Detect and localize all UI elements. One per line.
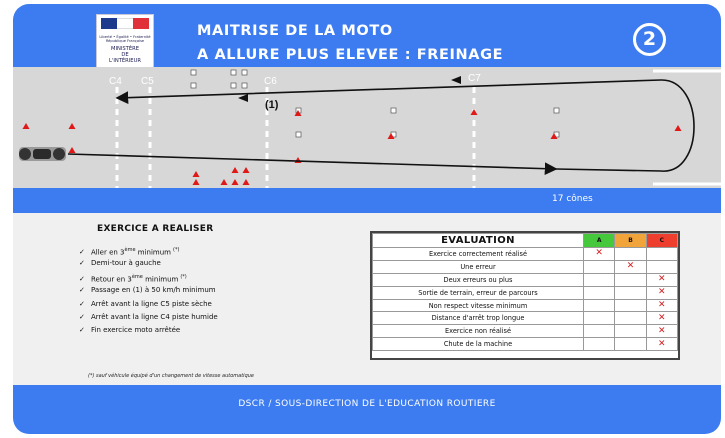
grade-cell-b[interactable] xyxy=(615,299,646,312)
cone xyxy=(675,125,682,131)
cone xyxy=(471,109,478,115)
cone xyxy=(295,157,302,163)
grade-cell-b[interactable] xyxy=(615,338,646,351)
track-end-bracket xyxy=(653,71,721,184)
exercise-item-pre: Fin exercice moto arrêtée xyxy=(91,326,181,335)
logo-motto: Liberté • Égalité • Fraternité xyxy=(99,35,151,39)
marker-label-c4: C4 xyxy=(109,76,122,87)
grade-cell-a[interactable] xyxy=(584,260,615,273)
evaluation-row xyxy=(373,299,678,312)
evaluation-row xyxy=(373,286,678,299)
grade-cell-a[interactable] xyxy=(584,248,615,261)
exercise-item-pre: Arrêt avant la ligne C4 piste humide xyxy=(91,312,218,321)
grade-cell-c[interactable] xyxy=(646,248,677,261)
grade-cell-c[interactable] xyxy=(646,299,677,312)
grade-c-header: C xyxy=(646,234,677,248)
grade-cell-b[interactable] xyxy=(615,260,646,273)
cone xyxy=(243,167,250,173)
exercise-sheet xyxy=(13,4,721,434)
exercise-item-note: (*) xyxy=(173,247,180,253)
cross-mark-icon: ✕ xyxy=(658,274,666,285)
marker-label-c6: C6 xyxy=(264,76,277,87)
path-label: (1) xyxy=(265,99,279,111)
cone xyxy=(232,179,239,185)
grade-cell-b[interactable] xyxy=(615,325,646,338)
logo-ministry-line: MINISTÈRE xyxy=(110,45,140,52)
cone xyxy=(23,123,30,129)
exercise-item-pre: Arrêt avant la ligne C5 piste sèche xyxy=(91,299,212,308)
marker-label-c7: C7 xyxy=(468,73,481,84)
cross-mark-icon: ✕ xyxy=(658,338,666,349)
logo-republic: République Française xyxy=(105,39,145,44)
exercise-item xyxy=(79,284,218,297)
evaluation-criterion: Distance d'arrêt trop longue xyxy=(373,312,584,325)
square-marker xyxy=(242,83,247,88)
square-markers xyxy=(191,70,559,137)
route-direction-arrow xyxy=(451,76,461,84)
ministry-logo xyxy=(96,14,154,70)
square-marker xyxy=(191,70,196,75)
grade-b-header: B xyxy=(615,234,646,248)
grade-cell-a[interactable] xyxy=(584,286,615,299)
exercise-item-sup: ème xyxy=(124,247,136,253)
exercise-item-pre: Aller en 3 xyxy=(91,248,125,257)
grade-cell-b[interactable] xyxy=(615,248,646,261)
cross-mark-icon: ✕ xyxy=(595,248,603,259)
grade-cell-c[interactable] xyxy=(646,260,677,273)
grade-cell-a[interactable] xyxy=(584,338,615,351)
motorcycle-icon xyxy=(19,147,66,161)
evaluation-row xyxy=(373,312,678,325)
check-icon: ✓ xyxy=(79,259,85,268)
evaluation-table xyxy=(370,231,680,360)
title-line-1: MAITRISE DE LA MOTO xyxy=(197,23,393,39)
cross-mark-icon: ✕ xyxy=(658,300,666,310)
cone xyxy=(69,123,76,129)
square-marker xyxy=(242,70,247,75)
grade-cell-b[interactable] xyxy=(615,286,646,299)
exercise-item xyxy=(79,311,218,324)
exercise-item-pre: Retour en 3 xyxy=(91,275,132,284)
evaluation-criterion: Une erreur xyxy=(373,260,584,273)
info-panel xyxy=(13,213,721,385)
grade-cell-a[interactable] xyxy=(584,299,615,312)
flag-stripe-red xyxy=(133,18,149,29)
evaluation-criterion: Exercice non réalisé xyxy=(373,325,584,338)
evaluation-criterion: Sortie de terrain, erreur de parcours xyxy=(373,286,584,299)
grade-cell-c[interactable] xyxy=(646,338,677,351)
exercise-item-pre: Demi-tour à gauche xyxy=(91,259,161,268)
exercise-item-sup: ème xyxy=(131,273,143,280)
evaluation-row xyxy=(373,325,678,338)
cone xyxy=(193,179,200,185)
grade-cell-c[interactable] xyxy=(646,286,677,299)
cross-mark-icon: ✕ xyxy=(626,261,635,272)
footnote: (*) sauf véhicule équipé d'un changement de vitesse automatique xyxy=(88,373,254,379)
square-marker xyxy=(296,132,301,137)
route-direction-arrow xyxy=(238,94,248,102)
flag-stripe-blue xyxy=(101,18,117,29)
cross-mark-icon: ✕ xyxy=(658,287,666,298)
grade-cell-a[interactable] xyxy=(584,273,615,286)
exercise-item-note: (*) xyxy=(180,273,187,280)
grade-cell-a[interactable] xyxy=(584,312,615,325)
exercise-title: EXERCICE A REALISER xyxy=(97,224,214,234)
route-path xyxy=(68,154,556,169)
grade-a-header: A xyxy=(584,234,615,248)
check-icon: ✓ xyxy=(79,312,85,321)
logo-interior-line: L'INTÉRIEUR xyxy=(109,58,141,65)
footer-text: DSCR / SOUS-DIRECTION DE L'EDUCATION ROUTIERE xyxy=(238,399,496,409)
check-icon: ✓ xyxy=(79,326,85,335)
exercise-item-post: minimum xyxy=(142,275,179,284)
evaluation-title: EVALUATION xyxy=(373,234,584,248)
exercise-list xyxy=(79,244,218,338)
logo-text xyxy=(99,35,151,65)
flag-stripe-white xyxy=(117,18,133,29)
evaluation-row xyxy=(373,338,678,351)
evaluation-criterion: Non respect vitesse minimum xyxy=(373,299,584,312)
check-icon: ✓ xyxy=(79,275,85,284)
exercise-item xyxy=(79,324,218,337)
evaluation-row xyxy=(373,248,678,261)
check-icon: ✓ xyxy=(79,248,85,257)
exercise-item xyxy=(79,298,218,311)
grade-cell-a[interactable] xyxy=(584,325,615,338)
check-icon: ✓ xyxy=(79,286,85,295)
marker-label-c5: C5 xyxy=(141,76,154,87)
evaluation-header-row xyxy=(373,234,678,248)
check-icon: ✓ xyxy=(79,299,85,308)
evaluation-grid xyxy=(372,233,678,351)
evaluation-criterion: Deux erreurs ou plus xyxy=(373,273,584,286)
evaluation-row xyxy=(373,260,678,273)
cone xyxy=(232,167,239,173)
title-line-2: A ALLURE PLUS ELEVEE : FREINAGE xyxy=(197,47,504,63)
exercise-item xyxy=(79,271,218,284)
exercise-item-post: minimum xyxy=(135,248,171,257)
cone xyxy=(243,179,250,185)
exercise-item xyxy=(79,244,218,257)
square-marker xyxy=(231,70,236,75)
track-diagram xyxy=(13,67,721,188)
cross-mark-icon: ✕ xyxy=(658,325,666,336)
evaluation-criterion: Chute de la machine xyxy=(373,338,584,351)
cross-mark-icon: ✕ xyxy=(658,312,666,323)
track-svg xyxy=(13,67,721,188)
cones-count-label: 17 cônes xyxy=(552,194,593,204)
evaluation-row xyxy=(373,273,678,286)
square-marker xyxy=(231,83,236,88)
cone xyxy=(193,171,200,177)
grade-cell-c[interactable] xyxy=(646,273,677,286)
grade-cell-c[interactable] xyxy=(646,325,677,338)
cone xyxy=(221,179,228,185)
square-marker xyxy=(391,108,396,113)
exercise-item-pre: Passage en (1) à 50 km/h minimum xyxy=(91,286,216,295)
grade-cell-b[interactable] xyxy=(615,273,646,286)
square-marker xyxy=(191,83,196,88)
exercise-number-badge: 2 xyxy=(633,23,666,56)
exercise-item xyxy=(79,257,218,270)
cone xyxy=(69,147,76,153)
evaluation-criterion: Exercice correctement réalisé xyxy=(373,248,584,261)
logo-de-line: DE xyxy=(121,52,129,59)
cones xyxy=(23,109,682,185)
grade-cell-c[interactable] xyxy=(646,312,677,325)
grade-cell-b[interactable] xyxy=(615,312,646,325)
square-marker xyxy=(554,108,559,113)
french-flag-icon xyxy=(101,18,149,29)
